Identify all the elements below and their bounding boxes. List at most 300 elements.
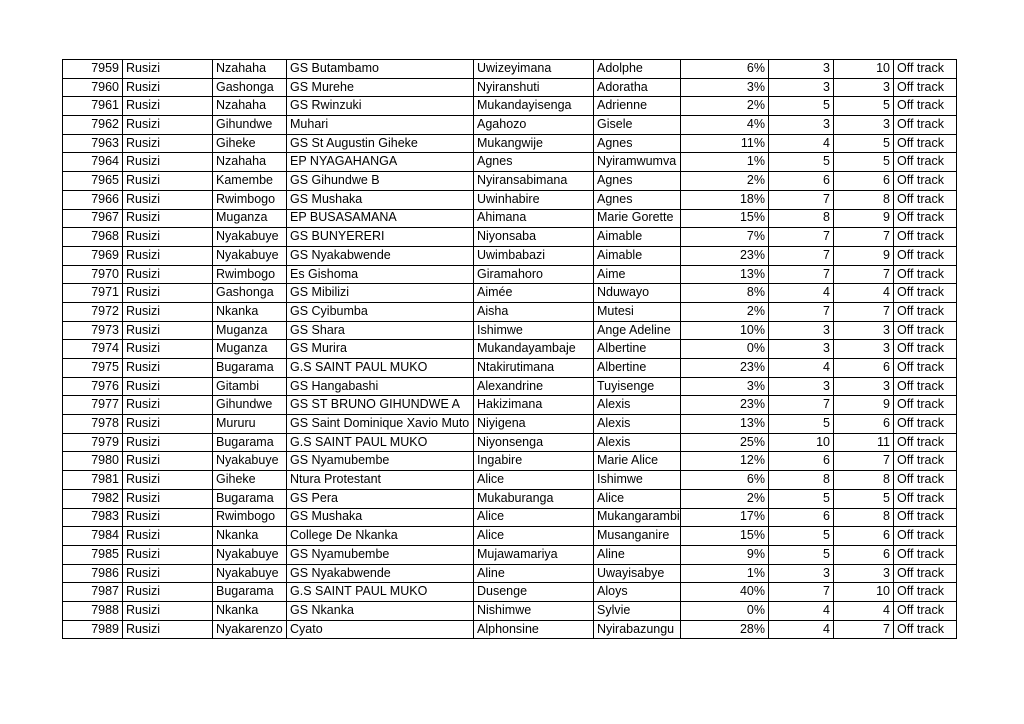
cell-value-1: 5	[769, 545, 834, 564]
table-row	[63, 321, 957, 340]
table-row	[63, 284, 957, 303]
cell-sector: Gihundwe	[213, 396, 287, 415]
cell-value-2: 6	[834, 545, 894, 564]
cell-status: Off track	[894, 321, 957, 340]
cell-row-id: 7983	[63, 508, 123, 527]
cell-last-name: Ahimana	[474, 209, 594, 228]
cell-status: Off track	[894, 489, 957, 508]
cell-last-name: Dusenge	[474, 583, 594, 602]
cell-first-name: Ishimwe	[594, 471, 681, 490]
cell-school: GS Nyakabwende	[287, 246, 474, 265]
cell-sector: Rwimbogo	[213, 508, 287, 527]
cell-last-name: Niyonsenga	[474, 433, 594, 452]
cell-row-id: 7966	[63, 190, 123, 209]
cell-percent: 3%	[681, 377, 769, 396]
cell-sector: Kamembe	[213, 172, 287, 191]
cell-row-id: 7985	[63, 545, 123, 564]
table-row	[63, 545, 957, 564]
cell-last-name: Hakizimana	[474, 396, 594, 415]
cell-first-name: Nyirabazungu	[594, 620, 681, 639]
cell-last-name: Nyiransabimana	[474, 172, 594, 191]
cell-status: Off track	[894, 190, 957, 209]
cell-status: Off track	[894, 545, 957, 564]
cell-value-2: 3	[834, 564, 894, 583]
cell-first-name: Aline	[594, 545, 681, 564]
cell-last-name: Aline	[474, 564, 594, 583]
cell-value-1: 7	[769, 228, 834, 247]
cell-district: Rusizi	[123, 302, 213, 321]
cell-last-name: Alice	[474, 471, 594, 490]
cell-first-name: Sylvie	[594, 601, 681, 620]
cell-value-1: 5	[769, 527, 834, 546]
cell-value-2: 6	[834, 172, 894, 191]
cell-status: Off track	[894, 508, 957, 527]
cell-value-1: 5	[769, 489, 834, 508]
cell-percent: 12%	[681, 452, 769, 471]
cell-percent: 0%	[681, 340, 769, 359]
cell-sector: Nyakabuye	[213, 228, 287, 247]
cell-school: Cyato	[287, 620, 474, 639]
cell-district: Rusizi	[123, 209, 213, 228]
cell-value-1: 3	[769, 321, 834, 340]
cell-value-2: 8	[834, 508, 894, 527]
cell-row-id: 7975	[63, 359, 123, 378]
cell-percent: 40%	[681, 583, 769, 602]
cell-sector: Gashonga	[213, 284, 287, 303]
cell-sector: Muganza	[213, 209, 287, 228]
cell-school: GS Nyakabwende	[287, 564, 474, 583]
cell-first-name: Aime	[594, 265, 681, 284]
cell-school: GS Gihundwe B	[287, 172, 474, 191]
cell-value-2: 5	[834, 489, 894, 508]
cell-district: Rusizi	[123, 284, 213, 303]
cell-school: GS ST BRUNO GIHUNDWE A	[287, 396, 474, 415]
cell-status: Off track	[894, 340, 957, 359]
cell-district: Rusizi	[123, 527, 213, 546]
cell-last-name: Mukandayisenga	[474, 97, 594, 116]
cell-last-name: Mukangwije	[474, 134, 594, 153]
cell-school: EP BUSASAMANA	[287, 209, 474, 228]
table-row	[63, 172, 957, 191]
cell-district: Rusizi	[123, 620, 213, 639]
cell-last-name: Mukandayambaje	[474, 340, 594, 359]
table-row	[63, 377, 957, 396]
table-row	[63, 340, 957, 359]
cell-status: Off track	[894, 153, 957, 172]
table-row	[63, 246, 957, 265]
cell-percent: 10%	[681, 321, 769, 340]
cell-row-id: 7968	[63, 228, 123, 247]
cell-status: Off track	[894, 527, 957, 546]
cell-row-id: 7962	[63, 116, 123, 135]
cell-district: Rusizi	[123, 396, 213, 415]
cell-status: Off track	[894, 172, 957, 191]
cell-sector: Bugarama	[213, 489, 287, 508]
cell-value-1: 4	[769, 620, 834, 639]
cell-value-1: 3	[769, 564, 834, 583]
cell-status: Off track	[894, 78, 957, 97]
cell-sector: Bugarama	[213, 583, 287, 602]
cell-row-id: 7963	[63, 134, 123, 153]
cell-row-id: 7981	[63, 471, 123, 490]
cell-percent: 15%	[681, 527, 769, 546]
table-row	[63, 97, 957, 116]
table-row	[63, 583, 957, 602]
cell-district: Rusizi	[123, 377, 213, 396]
cell-value-2: 7	[834, 228, 894, 247]
cell-status: Off track	[894, 396, 957, 415]
cell-first-name: Marie Alice	[594, 452, 681, 471]
cell-school: Ntura Protestant	[287, 471, 474, 490]
cell-district: Rusizi	[123, 60, 213, 79]
cell-school: GS Nkanka	[287, 601, 474, 620]
table-row	[63, 396, 957, 415]
cell-percent: 0%	[681, 601, 769, 620]
cell-row-id: 7986	[63, 564, 123, 583]
cell-value-1: 3	[769, 377, 834, 396]
cell-sector: Nyakarenzo	[213, 620, 287, 639]
cell-school: GS Mibilizi	[287, 284, 474, 303]
cell-status: Off track	[894, 452, 957, 471]
cell-row-id: 7980	[63, 452, 123, 471]
cell-first-name: Adolphe	[594, 60, 681, 79]
cell-row-id: 7965	[63, 172, 123, 191]
cell-district: Rusizi	[123, 134, 213, 153]
cell-value-1: 5	[769, 415, 834, 434]
cell-sector: Muganza	[213, 340, 287, 359]
cell-value-2: 6	[834, 415, 894, 434]
cell-first-name: Aimable	[594, 228, 681, 247]
cell-status: Off track	[894, 209, 957, 228]
cell-last-name: Agahozo	[474, 116, 594, 135]
cell-percent: 3%	[681, 78, 769, 97]
cell-status: Off track	[894, 601, 957, 620]
cell-last-name: Mujawamariya	[474, 545, 594, 564]
cell-status: Off track	[894, 564, 957, 583]
cell-first-name: Alexis	[594, 433, 681, 452]
cell-sector: Giheke	[213, 134, 287, 153]
cell-row-id: 7973	[63, 321, 123, 340]
cell-status: Off track	[894, 134, 957, 153]
cell-first-name: Gisele	[594, 116, 681, 135]
cell-school: College De Nkanka	[287, 527, 474, 546]
cell-row-id: 7988	[63, 601, 123, 620]
cell-district: Rusizi	[123, 583, 213, 602]
cell-value-2: 3	[834, 340, 894, 359]
cell-row-id: 7967	[63, 209, 123, 228]
cell-sector: Rwimbogo	[213, 265, 287, 284]
cell-sector: Gashonga	[213, 78, 287, 97]
cell-percent: 11%	[681, 134, 769, 153]
cell-percent: 25%	[681, 433, 769, 452]
records-table	[62, 59, 957, 639]
cell-last-name: Uwizeyimana	[474, 60, 594, 79]
cell-district: Rusizi	[123, 415, 213, 434]
cell-value-2: 11	[834, 433, 894, 452]
cell-school: GS Mushaka	[287, 190, 474, 209]
cell-value-2: 8	[834, 190, 894, 209]
cell-last-name: Nyiranshuti	[474, 78, 594, 97]
cell-percent: 1%	[681, 564, 769, 583]
table-row	[63, 116, 957, 135]
cell-value-1: 6	[769, 508, 834, 527]
cell-school: GS Butambamo	[287, 60, 474, 79]
cell-sector: Nkanka	[213, 601, 287, 620]
cell-status: Off track	[894, 60, 957, 79]
cell-value-1: 8	[769, 209, 834, 228]
table-row	[63, 564, 957, 583]
cell-value-2: 4	[834, 284, 894, 303]
table-row	[63, 302, 957, 321]
cell-value-1: 7	[769, 583, 834, 602]
cell-value-1: 7	[769, 246, 834, 265]
cell-school: GS Nyamubembe	[287, 452, 474, 471]
cell-row-id: 7972	[63, 302, 123, 321]
cell-district: Rusizi	[123, 471, 213, 490]
cell-value-2: 4	[834, 601, 894, 620]
cell-value-2: 5	[834, 134, 894, 153]
cell-first-name: Mutesi	[594, 302, 681, 321]
cell-value-1: 7	[769, 190, 834, 209]
cell-value-1: 4	[769, 601, 834, 620]
cell-value-1: 10	[769, 433, 834, 452]
cell-last-name: Alice	[474, 508, 594, 527]
cell-value-2: 9	[834, 209, 894, 228]
cell-first-name: Albertine	[594, 340, 681, 359]
cell-school: GS BUNYERERI	[287, 228, 474, 247]
cell-row-id: 7959	[63, 60, 123, 79]
cell-first-name: Mukangarambi	[594, 508, 681, 527]
cell-percent: 9%	[681, 545, 769, 564]
cell-value-2: 3	[834, 321, 894, 340]
cell-first-name: Agnes	[594, 172, 681, 191]
cell-sector: Nzahaha	[213, 153, 287, 172]
cell-percent: 6%	[681, 60, 769, 79]
cell-district: Rusizi	[123, 452, 213, 471]
cell-district: Rusizi	[123, 359, 213, 378]
cell-value-1: 4	[769, 284, 834, 303]
cell-row-id: 7979	[63, 433, 123, 452]
cell-percent: 28%	[681, 620, 769, 639]
cell-school: GS Shara	[287, 321, 474, 340]
cell-sector: Nkanka	[213, 302, 287, 321]
cell-value-1: 7	[769, 396, 834, 415]
cell-district: Rusizi	[123, 321, 213, 340]
cell-value-1: 4	[769, 134, 834, 153]
cell-percent: 23%	[681, 246, 769, 265]
table-row	[63, 433, 957, 452]
cell-status: Off track	[894, 228, 957, 247]
cell-last-name: Alexandrine	[474, 377, 594, 396]
cell-value-2: 6	[834, 527, 894, 546]
cell-first-name: Nduwayo	[594, 284, 681, 303]
cell-last-name: Ishimwe	[474, 321, 594, 340]
cell-last-name: Mukaburanga	[474, 489, 594, 508]
cell-value-1: 3	[769, 116, 834, 135]
cell-percent: 23%	[681, 359, 769, 378]
cell-district: Rusizi	[123, 228, 213, 247]
table-row	[63, 471, 957, 490]
cell-first-name: Albertine	[594, 359, 681, 378]
table-row	[63, 60, 957, 79]
cell-value-2: 10	[834, 60, 894, 79]
cell-district: Rusizi	[123, 601, 213, 620]
cell-status: Off track	[894, 433, 957, 452]
cell-school: GS Murehe	[287, 78, 474, 97]
cell-school: GS Pera	[287, 489, 474, 508]
cell-value-1: 8	[769, 471, 834, 490]
table-row	[63, 265, 957, 284]
cell-first-name: Aimable	[594, 246, 681, 265]
cell-percent: 4%	[681, 116, 769, 135]
table-row	[63, 601, 957, 620]
cell-first-name: Adoratha	[594, 78, 681, 97]
cell-school: GS Murira	[287, 340, 474, 359]
cell-row-id: 7982	[63, 489, 123, 508]
cell-district: Rusizi	[123, 508, 213, 527]
cell-district: Rusizi	[123, 97, 213, 116]
cell-status: Off track	[894, 471, 957, 490]
cell-sector: Muganza	[213, 321, 287, 340]
cell-school: G.S SAINT PAUL MUKO	[287, 583, 474, 602]
cell-first-name: Aloys	[594, 583, 681, 602]
cell-percent: 2%	[681, 489, 769, 508]
cell-sector: Rwimbogo	[213, 190, 287, 209]
cell-row-id: 7971	[63, 284, 123, 303]
cell-status: Off track	[894, 116, 957, 135]
cell-value-2: 3	[834, 78, 894, 97]
cell-sector: Mururu	[213, 415, 287, 434]
cell-value-2: 7	[834, 302, 894, 321]
cell-sector: Nyakabuye	[213, 545, 287, 564]
table-row	[63, 527, 957, 546]
cell-first-name: Adrienne	[594, 97, 681, 116]
cell-status: Off track	[894, 377, 957, 396]
cell-school: G.S SAINT PAUL MUKO	[287, 433, 474, 452]
cell-status: Off track	[894, 620, 957, 639]
cell-value-1: 6	[769, 172, 834, 191]
cell-value-1: 6	[769, 452, 834, 471]
cell-school: EP NYAGAHANGA	[287, 153, 474, 172]
cell-first-name: Uwayisabye	[594, 564, 681, 583]
cell-percent: 8%	[681, 284, 769, 303]
cell-value-1: 4	[769, 359, 834, 378]
cell-value-2: 6	[834, 359, 894, 378]
cell-percent: 6%	[681, 471, 769, 490]
cell-sector: Bugarama	[213, 433, 287, 452]
table-row	[63, 415, 957, 434]
cell-last-name: Niyonsaba	[474, 228, 594, 247]
cell-sector: Bugarama	[213, 359, 287, 378]
cell-first-name: Musanganire	[594, 527, 681, 546]
cell-status: Off track	[894, 359, 957, 378]
cell-school: GS Rwinzuki	[287, 97, 474, 116]
table-row	[63, 153, 957, 172]
table-row	[63, 134, 957, 153]
table-row	[63, 190, 957, 209]
cell-first-name: Agnes	[594, 134, 681, 153]
cell-last-name: Ntakirutimana	[474, 359, 594, 378]
cell-first-name: Ange Adeline	[594, 321, 681, 340]
cell-last-name: Aisha	[474, 302, 594, 321]
cell-last-name: Giramahoro	[474, 265, 594, 284]
cell-percent: 2%	[681, 172, 769, 191]
cell-last-name: Aimée	[474, 284, 594, 303]
table-row	[63, 508, 957, 527]
cell-school: Muhari	[287, 116, 474, 135]
cell-status: Off track	[894, 415, 957, 434]
cell-value-1: 3	[769, 60, 834, 79]
table-row	[63, 359, 957, 378]
cell-last-name: Alphonsine	[474, 620, 594, 639]
cell-row-id: 7987	[63, 583, 123, 602]
cell-sector: Nzahaha	[213, 97, 287, 116]
cell-school: GS Nyamubembe	[287, 545, 474, 564]
cell-school: GS Hangabashi	[287, 377, 474, 396]
cell-percent: 18%	[681, 190, 769, 209]
cell-last-name: Ingabire	[474, 452, 594, 471]
cell-percent: 13%	[681, 265, 769, 284]
cell-district: Rusizi	[123, 172, 213, 191]
cell-district: Rusizi	[123, 489, 213, 508]
cell-row-id: 7989	[63, 620, 123, 639]
cell-district: Rusizi	[123, 340, 213, 359]
cell-percent: 2%	[681, 97, 769, 116]
table-row	[63, 78, 957, 97]
cell-first-name: Alexis	[594, 396, 681, 415]
cell-sector: Nyakabuye	[213, 452, 287, 471]
cell-sector: Nyakabuye	[213, 564, 287, 583]
cell-status: Off track	[894, 246, 957, 265]
cell-value-1: 7	[769, 265, 834, 284]
records-table-body	[63, 60, 957, 639]
cell-percent: 13%	[681, 415, 769, 434]
cell-value-2: 9	[834, 396, 894, 415]
cell-value-1: 5	[769, 97, 834, 116]
cell-district: Rusizi	[123, 116, 213, 135]
cell-status: Off track	[894, 302, 957, 321]
cell-district: Rusizi	[123, 153, 213, 172]
cell-school: GS Mushaka	[287, 508, 474, 527]
cell-district: Rusizi	[123, 564, 213, 583]
cell-value-2: 5	[834, 97, 894, 116]
cell-first-name: Agnes	[594, 190, 681, 209]
cell-sector: Nzahaha	[213, 60, 287, 79]
cell-district: Rusizi	[123, 433, 213, 452]
cell-value-1: 3	[769, 340, 834, 359]
cell-value-2: 3	[834, 116, 894, 135]
cell-sector: Gihundwe	[213, 116, 287, 135]
cell-district: Rusizi	[123, 190, 213, 209]
cell-percent: 17%	[681, 508, 769, 527]
cell-last-name: Niyigena	[474, 415, 594, 434]
cell-row-id: 7961	[63, 97, 123, 116]
cell-value-1: 5	[769, 153, 834, 172]
cell-status: Off track	[894, 97, 957, 116]
cell-first-name: Marie Gorette	[594, 209, 681, 228]
cell-last-name: Nishimwe	[474, 601, 594, 620]
cell-school: G.S SAINT PAUL MUKO	[287, 359, 474, 378]
cell-last-name: Agnes	[474, 153, 594, 172]
cell-value-1: 7	[769, 302, 834, 321]
cell-district: Rusizi	[123, 265, 213, 284]
cell-school: GS Saint Dominique Xavio Muto	[287, 415, 474, 434]
cell-district: Rusizi	[123, 545, 213, 564]
cell-row-id: 7976	[63, 377, 123, 396]
cell-value-1: 3	[769, 78, 834, 97]
cell-value-2: 7	[834, 620, 894, 639]
cell-district: Rusizi	[123, 78, 213, 97]
